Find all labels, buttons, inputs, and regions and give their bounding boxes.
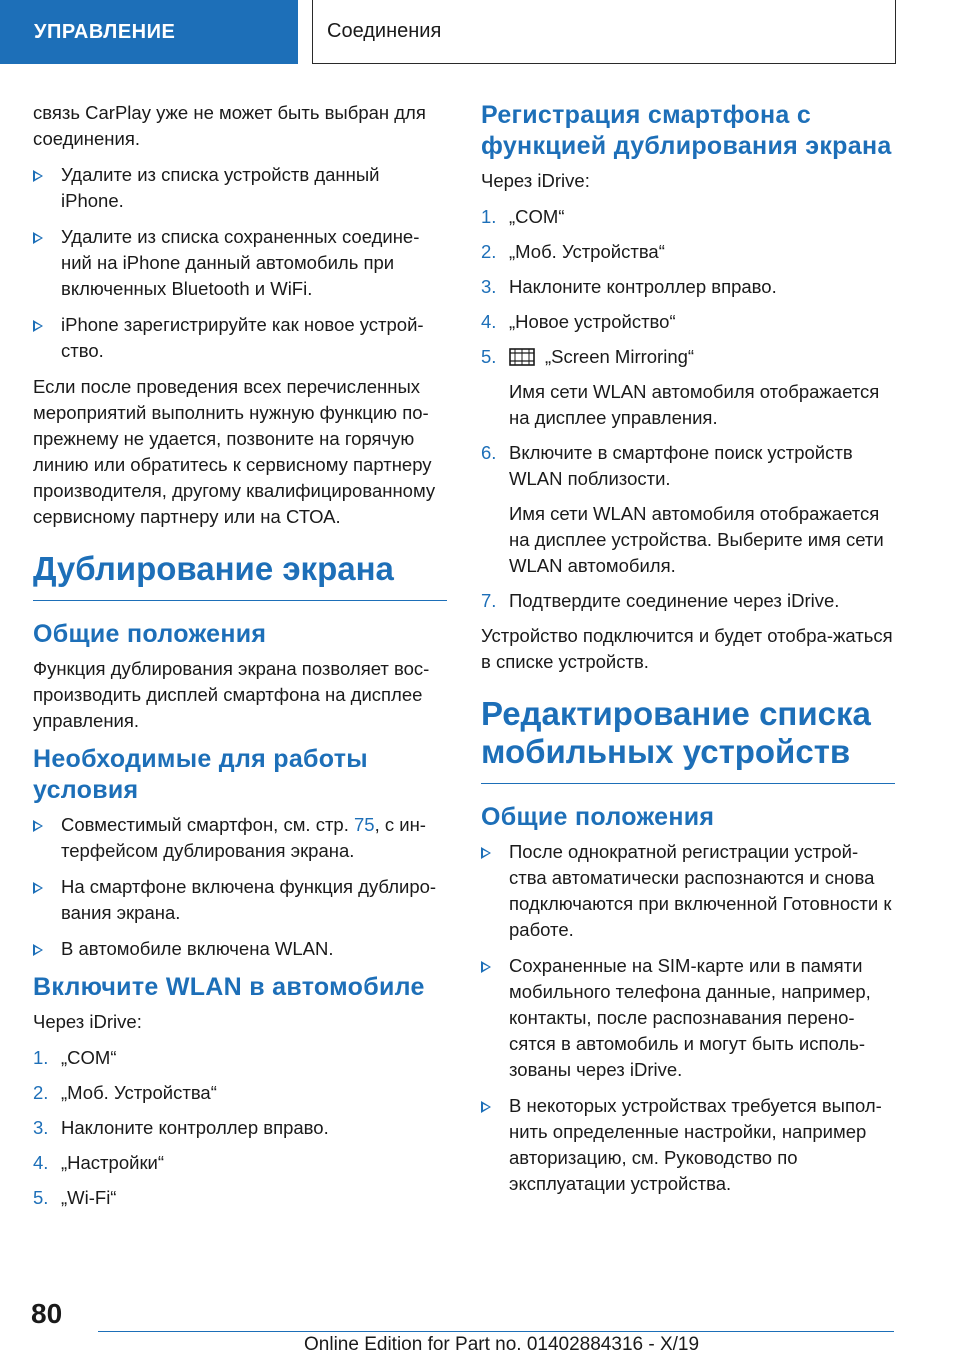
- intro-paragraph: связь CarPlay уже не может быть выбран для соединения.: [33, 102, 426, 149]
- list-item: iPhone зарегистрируйте как новое устрой-ство.: [33, 312, 447, 364]
- bullet-triangle-icon: [33, 170, 43, 182]
- step-item: 4. „Настройки“: [33, 1152, 165, 1173]
- heading-register-smartphone: Регистрация смартфона с функцией дублирования экрана: [481, 101, 892, 160]
- step-item: 3. Наклоните контроллер вправо.: [33, 1117, 329, 1138]
- list-item: На смартфоне включена функция дублиро-вания экрана.: [33, 874, 447, 926]
- footer-edition: Online Edition for Part no. 01402884316 - X/19: [304, 1334, 700, 1355]
- chapter-title: Соединения: [327, 20, 442, 42]
- bullet-triangle-icon: [33, 820, 43, 832]
- screen-mirroring-icon: [509, 348, 535, 366]
- wlan-steps: [33, 1045, 447, 1211]
- register-steps: [481, 204, 895, 614]
- heading-requirements: Необходимые для работы условия: [33, 745, 368, 804]
- right-column: [481, 100, 895, 1207]
- footer-divider: [98, 1331, 894, 1332]
- bullet-triangle-icon: [481, 847, 491, 859]
- bullet-triangle-icon: [481, 1101, 491, 1113]
- bullet-triangle-icon: [33, 944, 43, 956]
- section-title: УПРАВЛЕНИЕ: [34, 20, 176, 43]
- result-paragraph: Устройство подключится и будет отобра-жаться в списке устройств.: [481, 625, 893, 672]
- bullet-triangle-icon: [33, 232, 43, 244]
- via-idrive-label: Через iDrive:: [481, 170, 590, 191]
- left-column: [33, 100, 447, 1220]
- step-item: 5. „Screen Mirroring“ Имя сети WLAN автомобиля отображается на дисплее управления.: [481, 344, 895, 431]
- list-item: Сохраненные на SIM-карте или в памяти мобильного телефона данные, например, контакты, после распознавания перено-сятся в автомобиль и могут быть исполь-зованы через iDrive.: [481, 953, 895, 1083]
- step-item: 7. Подтвердите соединение через iDrive.: [481, 590, 840, 611]
- list-item: В некоторых устройствах требуется выпол-нить определенные настройки, например авторизацию, см. Руководство по эксплуатации устройства.: [481, 1093, 895, 1197]
- step-note: Имя сети WLAN автомобиля отображается на дисплее устройства. Выберите имя сети WLAN автомобиля.: [509, 503, 884, 576]
- list-item: Удалите из списка сохраненных соедине-ний на iPhone данный автомобиль при включенных Bluetooth и WiFi.: [33, 224, 447, 302]
- step-item: 6. Включите в смартфоне поиск устройств WLAN поблизости. Имя сети WLAN автомобиля отображается на дисплее устройства. Выберите имя сети WLAN автомобиля.: [481, 440, 895, 579]
- bullet-triangle-icon: [33, 882, 43, 894]
- step-item: 4. „Новое устройство“: [481, 311, 676, 332]
- device-list-bullets: [481, 839, 895, 1197]
- step-note: Имя сети WLAN автомобиля отображается на дисплее управления.: [509, 381, 880, 428]
- heading-screen-mirroring: Дублирование экрана: [33, 550, 447, 601]
- heading-enable-wlan: Включите WLAN в автомобиле: [33, 973, 425, 1001]
- step-item: 1. „COM“: [481, 206, 565, 227]
- page-number: 80: [31, 1298, 63, 1329]
- bullet-triangle-icon: [33, 320, 43, 332]
- heading-edit-device-list: Редактирование списка мобильных устройств: [481, 695, 895, 784]
- step-item: 2. „Моб. Устройства“: [481, 241, 665, 262]
- via-idrive-label: Через iDrive:: [33, 1011, 142, 1032]
- step-item: 1. „COM“: [33, 1047, 117, 1068]
- page-link[interactable]: 75: [353, 814, 375, 835]
- step-item: 3. Наклоните контроллер вправо.: [481, 276, 777, 297]
- bullet-triangle-icon: [481, 961, 491, 973]
- requirements-list: [33, 812, 447, 962]
- section-tab: [0, 0, 298, 64]
- troubleshoot-paragraph: Если после проведения всех перечисленных мероприятий выполнить нужную функцию по-прежнему не удается, позвоните на горячую линию или обратитесь к сервисному партнеру производителя, другому квалифицированному сервисному партнеру или на СТОА.: [33, 376, 436, 527]
- step-item: 2. „Моб. Устройства“: [33, 1082, 217, 1103]
- list-item: После однократной регистрации устрой-ства автоматически распознаются и снова подключаются при включенной Готовности к работе.: [481, 839, 895, 943]
- heading-general: Общие положения: [33, 620, 267, 648]
- chapter-tab: [312, 0, 896, 64]
- general-paragraph: Функция дублирования экрана позволяет вос-производить дисплей смартфона на дисплее управления.: [33, 658, 430, 731]
- list-item: В автомобиле включена WLAN.: [33, 936, 447, 962]
- heading-general: Общие положения: [481, 803, 715, 831]
- list-item: Совместимый смартфон, см. стр. 75, с ин-терфейсом дублирования экрана.: [33, 812, 447, 864]
- list-item: Удалите из списка устройств данный iPhone.: [33, 162, 447, 214]
- intro-bullet-list: [33, 162, 447, 364]
- step-item: 5. „Wi-Fi“: [33, 1187, 117, 1208]
